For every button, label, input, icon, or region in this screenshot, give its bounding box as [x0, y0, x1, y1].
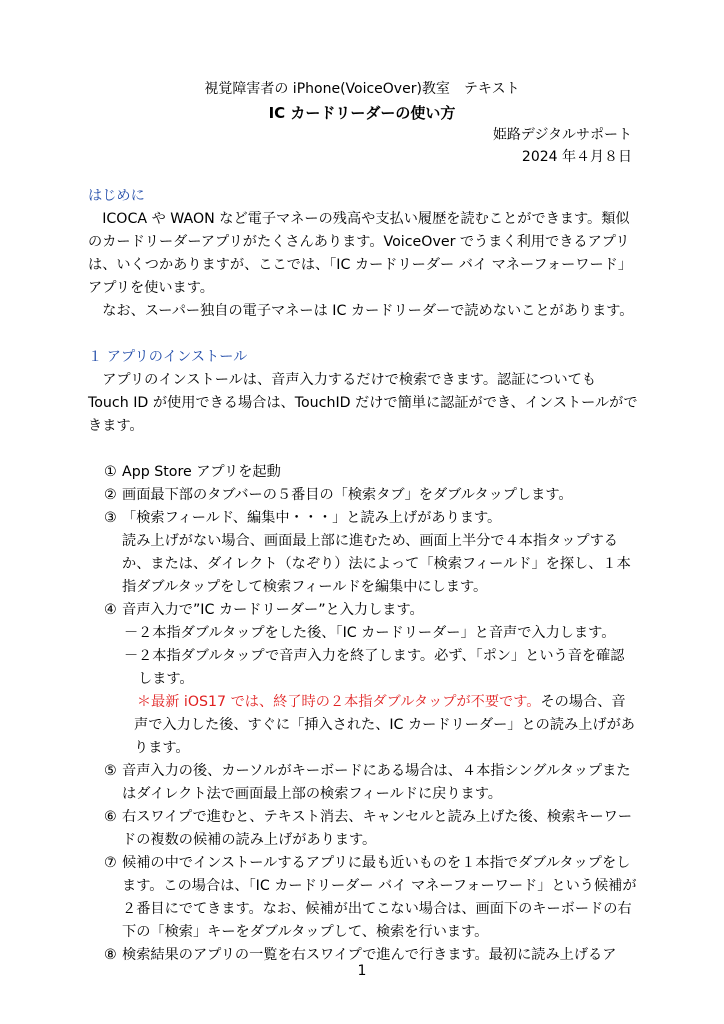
document-subtitle: 視覚障害者の iPhone(VoiceOver)教室 テキスト	[204, 81, 520, 97]
step-text: App Store アプリを起動	[122, 464, 281, 480]
dash-text: ２本指ダブルタップで音声入力を終了します。必ず、「ポン」という音を確認します。	[138, 648, 625, 687]
ios17-note	[122, 691, 638, 760]
step-text: 右スワイプで進むと、テキスト消去、キャンセルと読み上げた後、検索キーワードの複数の候補の読み上げがあります。	[122, 809, 633, 848]
step-text: 検索結果のアプリの一覧を右スワイプで進んで行きます。最初に読み上げるア	[122, 947, 617, 963]
step-5	[104, 760, 638, 806]
dash-item-1	[122, 622, 638, 645]
step-4-details	[104, 622, 638, 760]
step-marker: ②	[104, 487, 117, 503]
step-2	[104, 484, 638, 507]
page-number: 1	[357, 963, 367, 979]
intro-paragraph-2: なお、スーパー独自の電子マネーは IC カードリーダーで読めないことがあります。	[102, 303, 634, 319]
step-text: 音声入力の後、カーソルがキーボードにある場合は、４本指シングルタップまたはダイレクト法で画面最上部の検索フィールドに戻ります。	[122, 763, 631, 802]
step-marker: ④	[104, 602, 117, 618]
intro-paragraph-1: ICOCA や WAON など電子マネーの残高や支払い履歴を読むことができます。類似のカードリーダーアプリがたくさんあります。VoiceOver でうまく利用できるアプリは、いくつかありますが、ここでは、「IC カードリーダー バイ マネーフォーワード」アプリを使います。	[88, 211, 633, 296]
install-steps	[88, 461, 638, 967]
install-paragraph: アプリのインストールは、音声入力するだけで検索できます。認証についても Touch ID が使用できる場合は、TouchID だけで簡単に認証ができ、インストールができます。	[88, 372, 638, 434]
step-text: 音声入力で”IC カードリーダー”と入力します。	[122, 602, 424, 618]
step-7	[104, 852, 638, 944]
author-organization: 姫路デジタルサポート	[492, 127, 632, 143]
section-heading-intro: はじめに	[88, 188, 145, 204]
step-6	[104, 806, 638, 852]
step-text: 読み上げがない場合、画面最上部に進むため、画面上半分で４本指タップするか、または、ダイレクト（なぞり）法によって「検索フィールド」を探し、１本指ダブルタップをして検索フィールドを編集中にします。	[122, 533, 631, 595]
dash-item-2	[122, 645, 638, 691]
step-marker: ③	[104, 510, 117, 526]
step-text: 「検索フィールド、編集中・・・」と読み上げがあります。	[122, 510, 502, 526]
step-marker: ⑧	[104, 947, 117, 963]
note-text: その場合、音声で入力した後、すぐに「挿入された、IC カードリーダー」との読み上げがあります。	[134, 694, 635, 756]
dash-text: ２本指ダブルタップをした後、「IC カードリーダー」と音声で入力します。	[138, 625, 616, 641]
step-marker: ①	[104, 464, 117, 480]
step-1	[104, 461, 638, 484]
step-3-detail	[104, 530, 638, 599]
step-3	[104, 507, 638, 530]
document-date: 2024 年４月８日	[521, 149, 632, 165]
dash-marker: －	[124, 625, 139, 641]
note-mark: ＊	[136, 694, 152, 710]
note-highlight: 最新 iOS17 では、終了時の２本指ダブルタップが不要です。	[151, 694, 541, 710]
dash-marker: －	[124, 648, 139, 664]
step-4	[104, 599, 638, 622]
step-marker: ⑥	[104, 809, 117, 825]
step-text: 候補の中でインストールするアプリに最も近いものを１本指でダブルタップをします。この場合は、「IC カードリーダー バイ マネーフォーワード」という候補が２番目にでてきます。なお、候補が出てこない場合は、画面下のキーボードの右下の「検索」キーをダブルタップして、検索を行います。	[122, 855, 637, 940]
section-heading-install: １ アプリのインストール	[88, 349, 248, 365]
document-title: IC カードリーダーの使い方	[268, 104, 456, 122]
document-body	[88, 185, 638, 967]
step-marker: ⑤	[104, 763, 117, 779]
step-marker: ⑦	[104, 855, 117, 871]
step-text: 画面最下部のタブバーの５番目の「検索タブ」をダブルタップします。	[122, 487, 573, 503]
